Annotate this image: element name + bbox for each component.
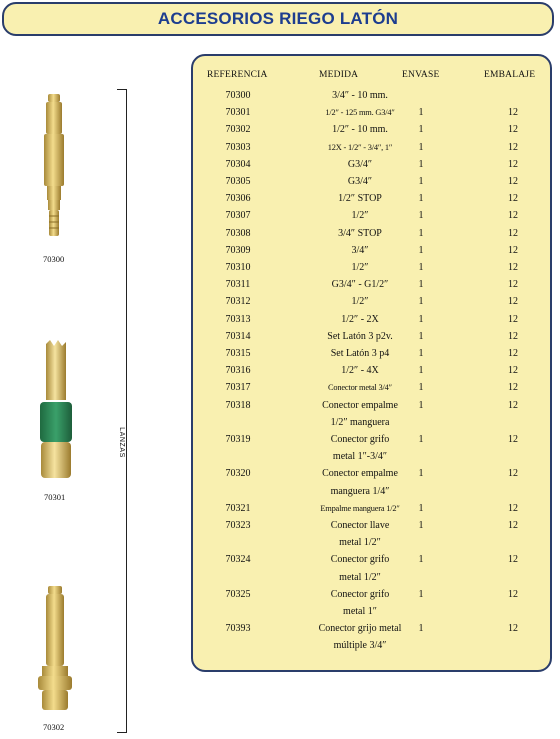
cell-embalaje: 12 (508, 244, 518, 256)
cell-envase: 1 (418, 588, 424, 600)
table-row (191, 431, 552, 465)
table-header (191, 70, 552, 84)
product-image-70300 (40, 94, 70, 244)
cell-envase: 1 (418, 434, 424, 445)
cell-embalaje: 12 (508, 623, 518, 635)
product-image-70302 (36, 586, 76, 712)
header-medida: MEDIDA (319, 70, 359, 80)
cell-medida: 1/2″ - 4X (341, 365, 379, 377)
cell-referencia: 70309 (225, 244, 251, 256)
cell-embalaje: 12 (508, 330, 518, 342)
cell-embalaje: 12 (508, 382, 518, 394)
cell-envase: 1 (418, 210, 424, 222)
cell-embalaje: 12 (508, 520, 518, 531)
cell-referencia: 70304 (225, 158, 251, 170)
table-row (191, 586, 552, 620)
cell-referencia: 70301 (225, 107, 251, 119)
header-referencia: REFERENCIA (207, 70, 268, 80)
table-row (191, 311, 552, 328)
cell-envase: 1 (418, 365, 424, 377)
cell-referencia: 70319 (225, 434, 251, 445)
product-code-70302: 70302 (43, 722, 65, 732)
cell-medida: 1/2″ (351, 296, 369, 308)
cell-embalaje: 12 (508, 262, 518, 273)
cell-medida: G3/4″ (347, 176, 373, 187)
cell-envase: 1 (418, 554, 424, 566)
table-row (191, 379, 552, 396)
cell-medida-line2: múltiple 3/4″ (333, 640, 387, 652)
cell-referencia: 70312 (225, 296, 251, 308)
cell-medida: Conector llave (330, 520, 390, 531)
cell-envase: 1 (418, 313, 424, 325)
cell-medida: 3/4″ STOP (338, 227, 382, 239)
cell-medida-line2: 1/2″ manguera (330, 416, 390, 428)
cell-medida: Conector empalme (322, 399, 398, 411)
cell-medida: Conector metal 3/4″ (328, 383, 392, 393)
cell-referencia: 70303 (225, 141, 251, 153)
cell-referencia: 70313 (225, 313, 251, 325)
cell-envase: 1 (418, 176, 424, 187)
cell-envase: 1 (418, 382, 424, 394)
cell-medida: Conector grifo (330, 554, 390, 566)
cell-envase: 1 (418, 262, 424, 273)
table-row (191, 225, 552, 242)
cell-medida: Conector grifo (330, 588, 390, 600)
cell-envase: 1 (418, 348, 424, 359)
cell-envase: 1 (418, 124, 424, 136)
cell-medida-line2: metal 1/2″ (339, 537, 381, 549)
cell-medida: 1/2″ - 2X (341, 313, 379, 325)
cell-envase: 1 (418, 468, 424, 480)
cell-medida-line2: manguera 1/4″ (330, 485, 390, 497)
table-row (191, 190, 552, 207)
cell-referencia: 70315 (225, 348, 251, 359)
cell-referencia: 70314 (225, 330, 251, 342)
cell-medida: G3/4″ - G1/2″ (331, 279, 389, 291)
cell-referencia: 70307 (225, 210, 251, 222)
cell-referencia: 70300 (225, 90, 251, 101)
cell-embalaje: 12 (508, 554, 518, 566)
title-banner (2, 2, 554, 36)
table-row (191, 173, 552, 190)
table-row (191, 620, 552, 654)
table-row (191, 139, 552, 156)
cell-embalaje: 12 (508, 279, 518, 291)
table-row (191, 517, 552, 551)
cell-envase: 1 (418, 502, 424, 514)
cell-medida: Set Latón 3 p4 (330, 348, 390, 359)
cell-envase: 1 (418, 158, 424, 170)
table-row (191, 276, 552, 293)
table-row (191, 397, 552, 431)
table-row (191, 551, 552, 585)
page-title: ACCESORIOS RIEGO LATÓN (157, 9, 399, 28)
cell-referencia: 70324 (225, 554, 251, 566)
cell-embalaje: 12 (508, 227, 518, 239)
cell-referencia: 70311 (225, 279, 251, 291)
product-code-70301: 70301 (44, 492, 66, 502)
cell-embalaje: 12 (508, 313, 518, 325)
table-row (191, 293, 552, 310)
cell-embalaje: 12 (508, 141, 518, 153)
cell-envase: 1 (418, 296, 424, 308)
cell-referencia: 70320 (225, 468, 251, 480)
table-row (191, 500, 552, 517)
cell-referencia: 70323 (225, 520, 251, 531)
cell-envase: 1 (418, 520, 424, 531)
cell-envase: 1 (418, 623, 424, 635)
cell-referencia: 70308 (225, 227, 251, 239)
cell-embalaje: 12 (508, 434, 518, 445)
cell-embalaje: 12 (508, 502, 518, 514)
cell-medida: 3/4″ (351, 244, 369, 256)
cell-embalaje: 12 (508, 348, 518, 359)
cell-referencia: 70302 (225, 124, 251, 136)
cell-referencia: 70305 (225, 176, 251, 187)
table-row (191, 362, 552, 379)
product-image-70301 (36, 340, 76, 480)
category-bracket (117, 89, 127, 733)
cell-referencia: 70306 (225, 193, 251, 205)
table-row (191, 87, 552, 104)
table-row (191, 121, 552, 138)
cell-embalaje: 12 (508, 296, 518, 308)
cell-embalaje: 12 (508, 210, 518, 222)
cell-envase: 1 (418, 330, 424, 342)
cell-envase: 1 (418, 193, 424, 205)
cell-medida: 3/4″ - 10 mm. (332, 90, 388, 101)
table-row (191, 156, 552, 173)
product-code-70300: 70300 (43, 254, 65, 264)
cell-embalaje: 12 (508, 158, 518, 170)
cell-medida: 1/2″ (351, 210, 369, 222)
cell-medida-line2: metal 1″-3/4″ (332, 451, 388, 463)
cell-referencia: 70317 (225, 382, 251, 394)
cell-medida: Conector empalme (322, 468, 398, 480)
cell-embalaje: 12 (508, 399, 518, 411)
header-envase: ENVASE (402, 70, 440, 80)
cell-referencia: 70318 (225, 399, 251, 411)
cell-referencia: 70325 (225, 588, 251, 600)
cell-envase: 1 (418, 399, 424, 411)
cell-envase: 1 (418, 279, 424, 291)
cell-medida: Set Latón 3 p2v. (327, 330, 393, 342)
cell-embalaje: 12 (508, 365, 518, 377)
table-row (191, 104, 552, 121)
cell-embalaje: 12 (508, 124, 518, 136)
cell-medida-line2: metal 1″ (343, 605, 377, 617)
cell-medida: Conector grifo (330, 434, 390, 445)
cell-medida: 1/2″ - 125 mm. G3/4″ (325, 108, 395, 118)
cell-medida: 1/2″ (351, 262, 369, 273)
table-row (191, 345, 552, 362)
cell-medida-line2: metal 1/2″ (339, 571, 381, 583)
cell-referencia: 70321 (225, 502, 251, 514)
cell-embalaje: 12 (508, 193, 518, 205)
cell-medida: 1/2″ - 10 mm. (332, 124, 388, 136)
table-row (191, 242, 552, 259)
table-row (191, 207, 552, 224)
cell-embalaje: 12 (508, 588, 518, 600)
cell-envase: 1 (418, 107, 424, 119)
category-label: LANZAS (116, 422, 126, 462)
cell-medida: Empalme manguera 1/2″ (320, 503, 400, 513)
cell-embalaje: 12 (508, 107, 518, 119)
cell-medida: G3/4″ (347, 158, 373, 170)
table-row (191, 328, 552, 345)
cell-medida: 1/2″ STOP (338, 193, 382, 205)
header-embalaje: EMBALAJE (484, 70, 536, 80)
table-row (191, 259, 552, 276)
cell-medida: Conector grijo metal (318, 623, 402, 635)
cell-embalaje: 12 (508, 468, 518, 480)
cell-medida: 12X - 1/2″ - 3/4″, 1″ (327, 142, 393, 152)
cell-envase: 1 (418, 227, 424, 239)
cell-referencia: 70393 (225, 623, 251, 635)
cell-envase: 1 (418, 141, 424, 153)
cell-envase: 1 (418, 244, 424, 256)
table-row (191, 465, 552, 499)
cell-referencia: 70316 (225, 365, 251, 377)
cell-referencia: 70310 (225, 262, 251, 273)
cell-embalaje: 12 (508, 176, 518, 187)
